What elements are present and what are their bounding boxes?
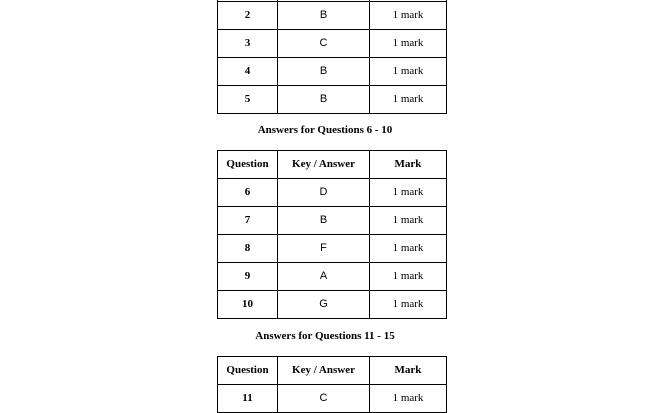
table-header-row [218,357,447,385]
table-row [218,385,447,413]
table-header-row [218,151,447,179]
question-number: 9 [218,263,278,291]
table-row [218,2,447,30]
table-row [218,235,447,263]
mark-value: 1 mark [370,2,447,30]
table-row [218,291,447,319]
table-row [218,58,447,86]
mark-value: 1 mark [370,86,447,114]
question-number: 4 [218,58,278,86]
column-header-question: Question [218,151,278,179]
answer-key: F [278,235,370,263]
mark-value: 1 mark [370,30,447,58]
column-header-question: Question [218,357,278,385]
column-header-key: Key / Answer [278,151,370,179]
answer-table-1-5 [217,0,447,114]
question-number: 2 [218,2,278,30]
answer-key: G [278,291,370,319]
question-number: 8 [218,235,278,263]
answer-key: C [278,385,370,413]
answer-key: B [278,2,370,30]
mark-value: 1 mark [370,179,447,207]
question-number: 6 [218,179,278,207]
column-header-mark: Mark [370,357,447,385]
mark-value: 1 mark [370,291,447,319]
table-row [218,179,447,207]
mark-value: 1 mark [370,58,447,86]
answer-key: B [278,86,370,114]
table-row [218,207,447,235]
answer-table-11-15 [217,356,447,413]
answer-key: A [278,263,370,291]
answer-key: B [278,207,370,235]
column-header-key: Key / Answer [278,357,370,385]
answer-key: C [278,30,370,58]
answer-key: D [278,179,370,207]
answer-key: B [278,58,370,86]
answer-table-6-10 [217,150,447,319]
table-row [218,86,447,114]
question-number: 7 [218,207,278,235]
mark-value: 1 mark [370,207,447,235]
table-row [218,263,447,291]
question-number: 11 [218,385,278,413]
question-number: 5 [218,86,278,114]
mark-value: 1 mark [370,263,447,291]
question-number: 10 [218,291,278,319]
column-header-mark: Mark [370,151,447,179]
section-heading: Answers for Questions 11 - 15 [255,330,395,342]
mark-value: 1 mark [370,235,447,263]
table-row [218,30,447,58]
section-heading: Answers for Questions 6 - 10 [257,124,393,136]
question-number: 3 [218,30,278,58]
mark-value: 1 mark [370,385,447,413]
